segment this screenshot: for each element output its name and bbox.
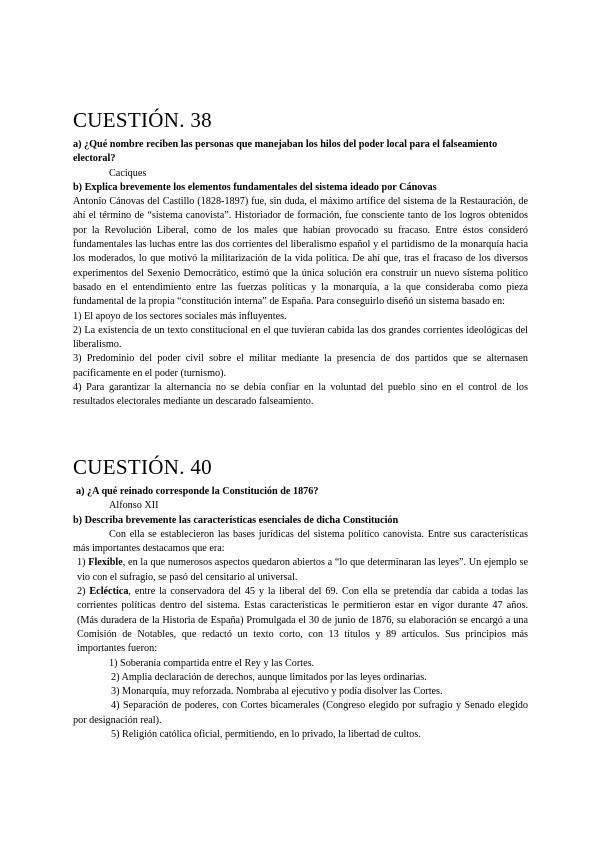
question-38-b-label: b) Explica brevemente los elementos fundamentales del sistema ideado por Cánovas — [73, 181, 437, 193]
principle-item: 3) Monarquía, muy reforzada. Nombraba al ejecutivo y podía disolver las Cortes. — [111, 686, 443, 698]
question-40-intro: Con ella se establecieron las bases jurídicas del sistema político canovista. Entre sus características más importantes destacamos que era: — [73, 528, 528, 555]
question-38-point: 3) Predominio del poder civil sobre el militar mediante la presencia de dos partidos que se alternasen pacíficamente en el poder (turnismo). — [73, 353, 528, 379]
question-38-a-answer: Caciques — [109, 167, 147, 179]
principle-item: 2) Amplia declaración de derechos, aunque limitados por las leyes ordinarias. — [111, 671, 427, 683]
question-38-title: CUESTIÓN. 38 — [73, 108, 212, 132]
question-38-point: 1) El apoyo de los sectores sociales más influyentes. — [73, 310, 287, 322]
principle-item: 1) Soberanía compartida entre el Rey y las Cortes. — [109, 657, 315, 669]
question-38-point: 2) La existencia de un texto constitucional en el que tuvieran cabida las dos grandes corrientes ideológicas del liberalismo. — [73, 324, 528, 351]
question-38-paragraph: Antonio Cánovas del Castillo (1828-1897) fue, sin duda, el máximo artífice del sistema de la Restauración, de ahí el término de “sistema canovista”. Historiador de formación, fue consciente tanto de los logros obtenidos por la Revolución Liberal, como de los males que habían provocado su fracaso. Entre éstos consideró fundamentales las luchas entre las dos corrientes del liberalismo español y el partidismo de la monarquía hacia los moderados, lo que motivó la militarización de la vida política. De ahí que, tras el fracaso de los diversos experimentos del Sexenio Democrático, estimó que la única solución era construir un nuevo sistema político basado en el entendimiento entre las fuerzas políticas y la monarquía, a la que consideraba como pieza fundamental de la propia “constitución interna” de España. Para conseguirlo diseñó un sistema basado en: — [73, 196, 528, 308]
eclectic-term: Ecléctica — [89, 586, 129, 598]
question-40-flexible — [73, 556, 528, 585]
principle-item: 4) Separación de poderes, con Cortes bicamerales (Congreso elegido por sufragio y Senado elegido por designación real). — [73, 700, 528, 726]
question-40-eclectic — [73, 585, 528, 656]
principle-item: 5) Religión católica oficial, permitiendo, en lo privado, la libertad de cultos. — [111, 729, 421, 741]
eclectic-number: 2) — [77, 586, 86, 598]
flexible-text: , en la que numerosos aspectos quedaron abiertos a “lo que determinaran las leyes”. Un ejemplo se vio con el sufragio, se pasó del censitario al universal. — [77, 557, 528, 583]
question-40-b-label: b) Describa brevemente las características esenciales de dicha Constitución — [73, 514, 399, 526]
question-38-a-label: a) ¿Qué nombre reciben las personas que manejaban los hilos del poder local para el falseamiento electoral? — [73, 139, 498, 165]
flexible-number: 1) — [77, 557, 86, 569]
question-38-body — [73, 138, 528, 410]
question-40-a-label: a) ¿A qué reinado corresponde la Constitución de 1876? — [76, 486, 319, 497]
question-40-a-answer: Alfonso XII — [109, 500, 159, 512]
eclectic-text: , entre la conservadora del 45 y la liberal del 69. Con ella se pretendía dar cabida a todas las corrientes políticas dentro del sistema. Estas características le permitieron estar en vigor durante 47 años. (Más duradera de la Historia de España) Promulgada el 30 de junio de 1876, su elaboración se encargó a una Comisión de Notables, que redactó un texto corto, con 13 títulos y 89 artículos. Sus principios más importantes fueron: — [77, 586, 529, 655]
question-40-title: CUESTIÓN. 40 — [73, 455, 212, 479]
question-40-body — [73, 485, 528, 742]
question-38-point: 4) Para garantizar la alternancia no se debía confiar en la voluntad del pueblo sino en el control de los resultados electorales mediante un descarado falseamiento. — [73, 382, 528, 408]
flexible-term: Flexible — [88, 557, 123, 569]
